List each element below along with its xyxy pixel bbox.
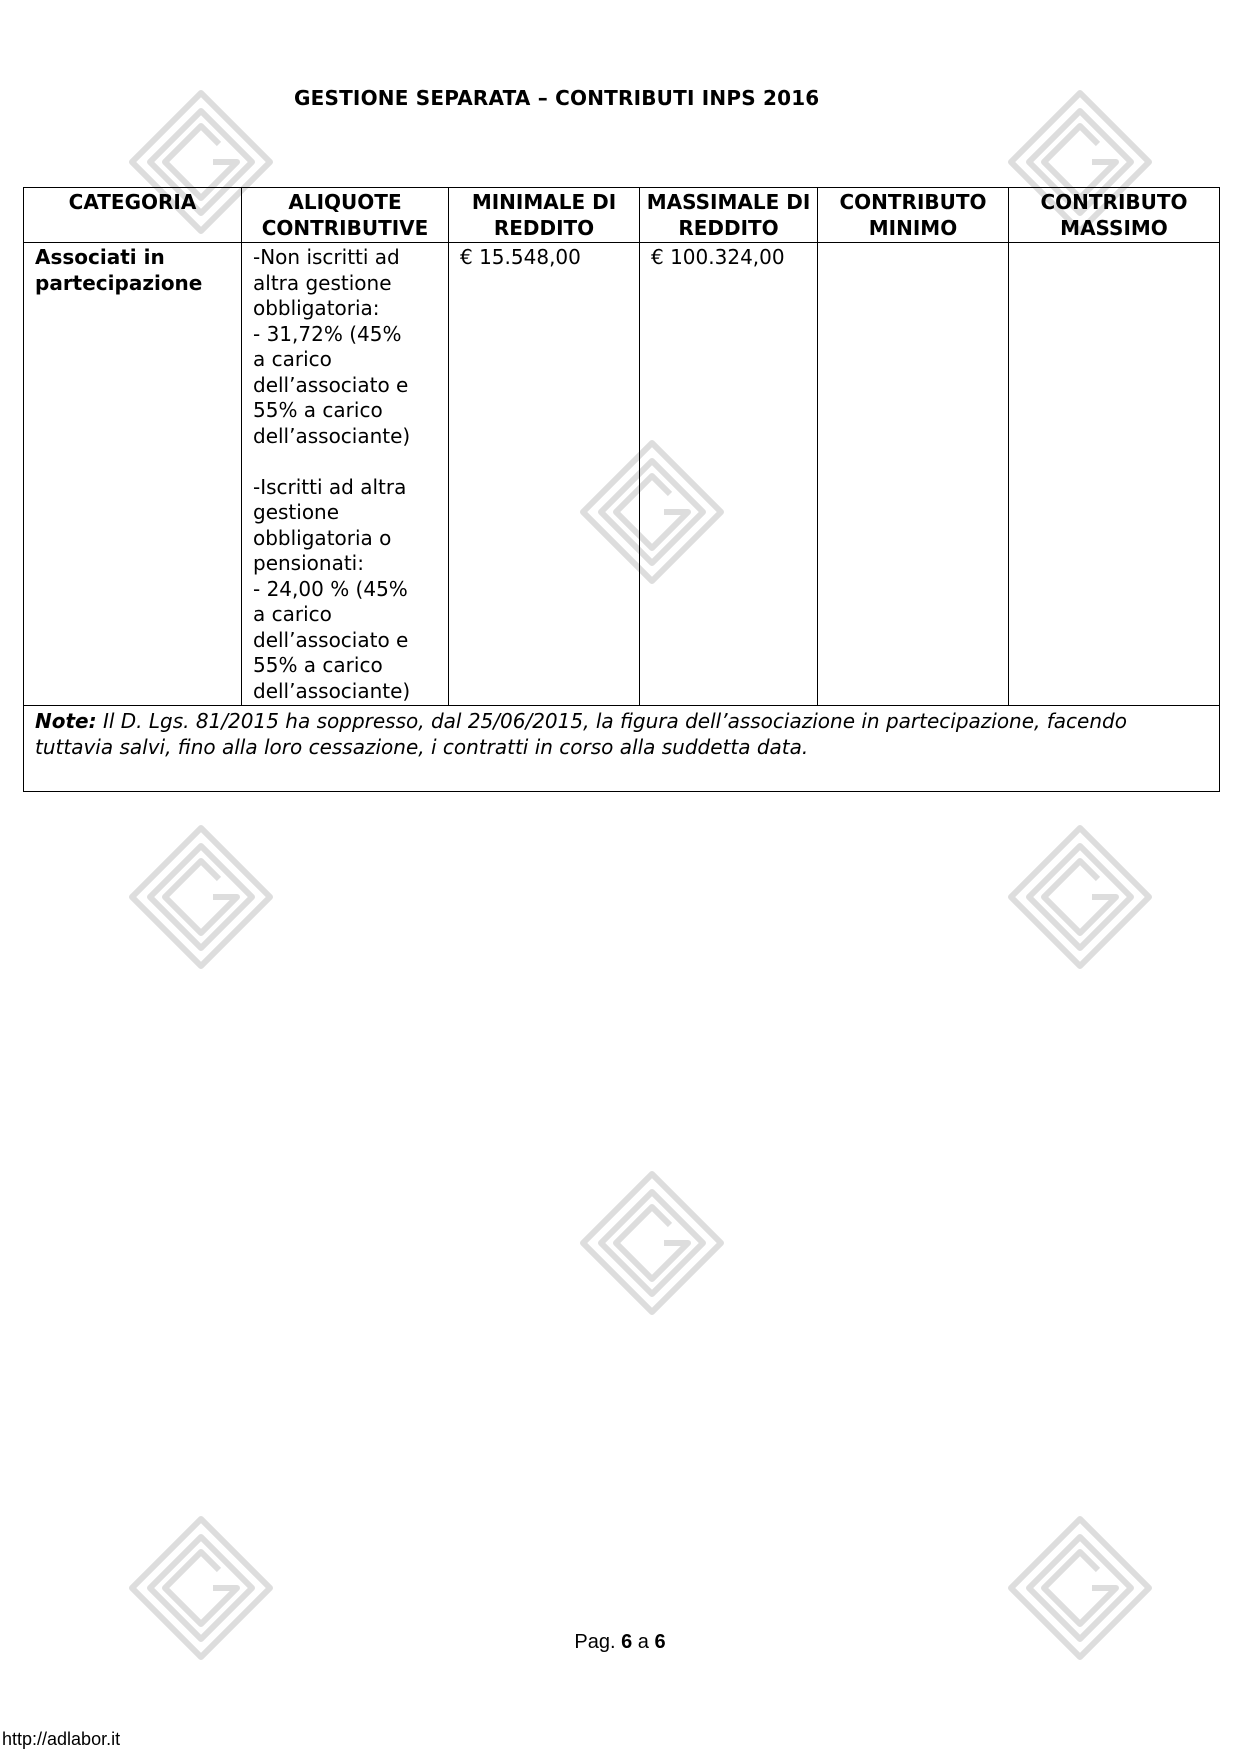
aliquote-iscritti xyxy=(253,475,437,705)
aliquote-line: - 31,72% (45% xyxy=(253,321,402,346)
page-title: GESTIONE SEPARATA – CONTRIBUTI INPS 2016 xyxy=(294,86,820,110)
header-massimale: MASSIMALE DI REDDITO xyxy=(640,188,818,243)
aliquote-line: -Non iscritti ad xyxy=(253,245,400,269)
cell-massimale: € 100.324,00 xyxy=(640,243,818,706)
header-categoria: CATEGORIA xyxy=(24,188,242,243)
page-prefix: Pag. xyxy=(574,1631,622,1653)
cell-aliquote xyxy=(242,243,449,706)
page-number xyxy=(0,1631,1240,1654)
aliquote-line: a carico xyxy=(253,602,332,626)
header-aliquote: ALIQUOTE CONTRIBUTIVE xyxy=(242,188,449,243)
note-text: Il D. Lgs. 81/2015 ha soppresso, dal 25/06/2015, la figura dell’associazione in partecipazione, facendo tuttavia salvi, fino alla loro cessazione, i contratti in corso alla suddetta data. xyxy=(35,709,1127,759)
cell-minimale: € 15.548,00 xyxy=(449,243,640,706)
aliquote-line: pensionati: xyxy=(253,551,364,575)
note-cell xyxy=(24,706,1220,792)
aliquote-line: dell’associante) xyxy=(253,423,411,448)
aliquote-line: a carico xyxy=(253,347,332,371)
site-url: http://adlabor.it xyxy=(2,1729,121,1749)
header-contributo-minimo: CONTRIBUTO MINIMO xyxy=(818,188,1009,243)
aliquote-line: - 24,00 % (45% xyxy=(253,576,408,601)
note-row xyxy=(24,706,1220,792)
aliquote-non-iscritti xyxy=(253,245,437,449)
contributions-table xyxy=(23,187,1220,792)
table-header-row xyxy=(24,188,1220,243)
aliquote-line: 55% a carico xyxy=(253,398,383,422)
page-separator: a xyxy=(632,1631,655,1653)
page-current: 6 xyxy=(621,1631,633,1653)
cell-categoria: Associati in partecipazione xyxy=(24,243,242,706)
aliquote-line: dell’associato e xyxy=(253,627,409,652)
cell-contributo-massimo xyxy=(1009,243,1220,706)
aliquote-line: -Iscritti ad altra xyxy=(253,474,407,499)
adlabor-logo-icon xyxy=(1005,822,1155,972)
page-total: 6 xyxy=(654,1631,666,1653)
aliquote-line: altra gestione xyxy=(253,270,392,295)
aliquote-line: obbligatoria: xyxy=(253,296,380,320)
adlabor-logo-icon xyxy=(577,1168,727,1318)
note-label: Note: xyxy=(35,709,97,733)
aliquote-line: dell’associato e xyxy=(253,372,409,397)
aliquote-line: 55% a carico xyxy=(253,653,383,677)
header-contributo-massimo: CONTRIBUTO MASSIMO xyxy=(1009,188,1220,243)
aliquote-line: dell’associante) xyxy=(253,678,411,703)
adlabor-logo-icon xyxy=(126,822,276,972)
aliquote-line: gestione xyxy=(253,500,340,524)
aliquote-line: obbligatoria o xyxy=(253,525,392,550)
table-row xyxy=(24,243,1220,706)
cell-contributo-minimo xyxy=(818,243,1009,706)
header-minimale: MINIMALE DI REDDITO xyxy=(449,188,640,243)
